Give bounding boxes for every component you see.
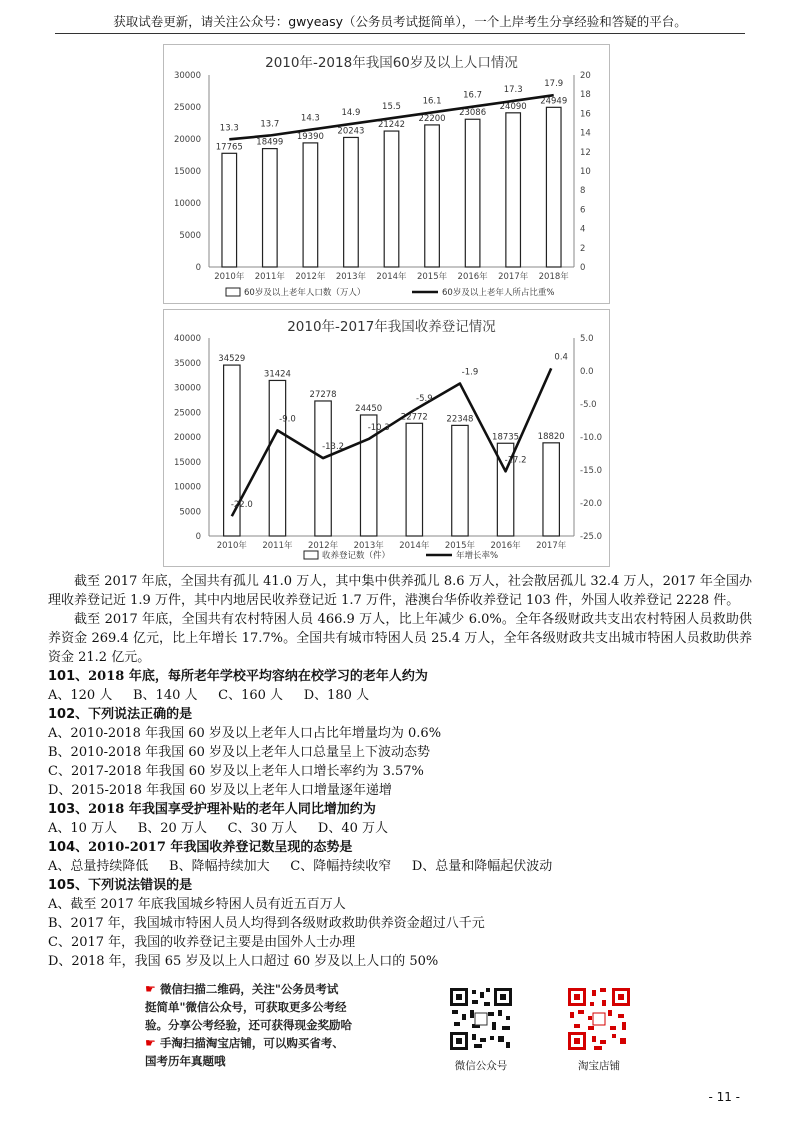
left-axis-tick-label: 0 (195, 263, 201, 273)
elderly-population-chart (163, 44, 610, 304)
question-number: 101 (48, 669, 76, 684)
header-divider (55, 33, 745, 34)
question-option-c: C、2017 年，我国的收养登记主要是由国外人士办理 (48, 935, 356, 950)
right-axis-tick-label: 4 (580, 224, 586, 235)
bar (315, 401, 331, 536)
bar (406, 423, 422, 536)
bar-data-label: 31424 (263, 369, 291, 380)
bar-data-label: 18820 (537, 431, 565, 442)
wechat-qr-code[interactable] (448, 986, 514, 1052)
right-axis-tick-label: 0.0 (580, 367, 594, 377)
question-option-b: B、2017 年，我国城市特困人员人均得到各级财政救助供养资金超过八千元 (48, 916, 485, 931)
question-number: 103 (48, 802, 76, 817)
question-option-d: D、2015-2018 年我国 60 岁及以上老年人口增量逐年递增 (48, 783, 392, 798)
hand-pointer-icon: ☛ (145, 982, 160, 996)
right-axis-tick-label: 8 (580, 186, 586, 197)
paragraph-special-hardship: 截至 2017 年底，全国共有农村特困人员 466.9 万人，比上年减少 6.0%。全年各级财政共支出农村特困人员救助供养资金 269.4 亿元，比上年增长 17.7%。全国共有城市特困人员 25.4 万人，全年各级财政共支出城市特困人员救助供养资金 21.2 亿元。 (48, 612, 752, 665)
line-data-label: -17.2 (504, 455, 527, 466)
legend-bar-label: 收养登记数（件） (322, 551, 391, 561)
right-axis-tick-label: 12 (580, 147, 591, 158)
right-axis-tick-label: 6 (580, 205, 586, 216)
left-axis-tick-label: 30000 (173, 383, 201, 394)
bar-data-label: 27278 (309, 389, 337, 400)
line-data-label: -10.3 (367, 422, 390, 433)
question-stem: 、2018 年底，每所老年学校平均容纳在校学习的老年人约为 (75, 669, 428, 684)
left-axis-tick-label: 40000 (173, 334, 201, 344)
promo-block (145, 980, 435, 1070)
x-axis-tick-label: 2012年 (295, 272, 326, 282)
line-data-label: 16.7 (463, 90, 483, 101)
right-axis-tick-label: 14 (580, 128, 591, 139)
left-axis-tick-label: 0 (195, 532, 201, 542)
right-axis-tick-label: 2 (580, 243, 586, 254)
question-stem: 、下列说法正确的是 (75, 707, 193, 722)
right-axis-tick-label: 10 (580, 167, 591, 177)
promo-line-1: 微信扫描二维码，关注"公务员考试 (159, 982, 339, 996)
bar-data-label: 22200 (418, 113, 446, 124)
right-axis-tick-label: -25.0 (580, 532, 602, 542)
line-data-label: 0.4 (554, 352, 568, 363)
legend-bar-label: 60岁及以上老年人口数（万人） (244, 288, 366, 298)
question-options: A、10 万人 B、20 万人 C、30 万人 D、40 万人 (48, 821, 388, 836)
legend-bar-swatch (304, 551, 318, 559)
right-axis-tick-label: 18 (580, 90, 591, 101)
line-data-label: -5.9 (416, 393, 433, 404)
paragraph-orphans: 截至 2017 年底，全国共有孤儿 41.0 万人，其中集中供养孤儿 8.6 万人，社会散居孤儿 32.4 万人，2017 年全国办理收养登记近 1.9 万件，其中内地居民收养登记近 1.7 万件，港澳台华侨收养登记 103 件，外国人收养登记 2228 件。 (48, 574, 752, 608)
adoption-registration-chart (163, 309, 610, 567)
legend-line-label: 60岁及以上老年人所占比重% (442, 288, 555, 298)
left-axis-tick-label: 20000 (173, 433, 201, 443)
question-stem-pre: 、下列说法 (75, 878, 141, 893)
legend-line-label: 年增长率% (456, 551, 499, 561)
x-axis-tick-label: 2011年 (254, 272, 285, 282)
x-axis-tick-label: 2014年 (399, 541, 430, 551)
line-data-label: -1.9 (461, 367, 479, 378)
bar (546, 107, 561, 267)
right-axis-tick-label: -10.0 (580, 433, 602, 443)
question-option-d: D、2018 年，我国 65 岁及以上人口超过 60 岁及以上人口的 50% (48, 954, 439, 969)
bar (344, 137, 359, 267)
question-stem: 、2018 年我国享受护理补贴的老年人同比增加约为 (75, 802, 376, 817)
page-number: - 11 - (708, 1090, 740, 1104)
question-number: 104 (48, 840, 76, 855)
question-options: A、120 人 B、140 人 C、160 人 D、180 人 (48, 688, 370, 703)
left-axis-tick-label: 25000 (173, 408, 201, 419)
left-axis-tick-label: 10000 (173, 482, 201, 493)
promo-line-4: 手淘扫描淘宝店铺，可以购买省考、 (159, 1036, 344, 1050)
right-axis-tick-label: -20.0 (580, 499, 602, 509)
question-102 (48, 705, 752, 800)
line-data-label: 13.7 (260, 119, 280, 130)
line-data-label: 17.9 (544, 79, 564, 90)
adoption-registration-chart-svg (164, 310, 609, 566)
chart-title: 2010年-2017年我国收养登记情况 (287, 319, 496, 335)
bar-data-label: 24450 (355, 403, 383, 414)
bar (269, 380, 285, 536)
bar (224, 365, 240, 536)
bar-data-label: 22348 (446, 414, 474, 425)
header-note: 获取试卷更新，请关注公众号：gwyeasy（公务员考试挺简单），一个上岸考生分享经验和答疑的平台。 (113, 14, 687, 29)
promo-line-2: 挺简单"微信公众号，可获取更多公考经 (145, 1000, 347, 1014)
left-axis-tick-label: 15000 (173, 457, 201, 468)
x-axis-tick-label: 2013年 (335, 272, 367, 282)
line-data-label: 14.9 (341, 107, 361, 118)
bar-data-label: 34529 (218, 354, 246, 365)
x-axis-tick-label: 2014年 (376, 272, 407, 282)
question-101 (48, 667, 752, 705)
bar-data-label: 20243 (337, 126, 365, 137)
question-stem-emphasis: 错误 (140, 878, 167, 893)
line-data-label: 15.5 (382, 102, 401, 113)
x-axis-tick-label: 2015年 (444, 541, 476, 551)
bar-data-label: 19390 (296, 131, 324, 142)
question-option-c: C、2017-2018 年我国 60 岁及以上老年人口增长率约为 3.57% (48, 764, 424, 779)
bar (506, 113, 521, 267)
line-data-label: 14.3 (300, 113, 320, 124)
line-data-label: 16.1 (422, 96, 442, 107)
right-axis-tick-label: 5.0 (580, 334, 594, 344)
right-axis-tick-label: 20 (580, 71, 591, 81)
bar-data-label: 24949 (540, 96, 568, 107)
x-axis-tick-label: 2013年 (353, 541, 384, 551)
left-axis-tick-label: 5000 (179, 507, 201, 518)
left-axis-tick-label: 10000 (173, 199, 201, 209)
x-axis-tick-label: 2012年 (307, 541, 339, 551)
hand-pointer-icon: ☛ (145, 1036, 160, 1050)
bar (465, 119, 480, 267)
chart-title: 2010年-2018年我国60岁及以上人口情况 (265, 55, 518, 71)
x-axis-tick-label: 2017年 (536, 541, 567, 551)
taobao-qr-code[interactable] (566, 986, 632, 1052)
bar-data-label: 21242 (377, 120, 406, 131)
body-text (48, 572, 752, 971)
taobao-qr-label: 淘宝店铺 (578, 1060, 620, 1072)
bar-data-label: 24090 (499, 101, 527, 112)
left-axis-tick-label: 30000 (173, 71, 201, 81)
bar (303, 143, 318, 267)
x-axis-tick-label: 2016年 (490, 541, 521, 551)
bar (452, 425, 468, 536)
x-axis-tick-label: 2011年 (262, 541, 293, 551)
x-axis-tick-label: 2015年 (416, 272, 448, 282)
right-axis-tick-label: 16 (580, 109, 591, 120)
x-axis-tick-label: 2017年 (498, 272, 529, 282)
legend-bar-swatch (226, 288, 240, 296)
left-axis-tick-label: 25000 (173, 103, 201, 113)
left-axis-tick-label: 20000 (173, 135, 201, 145)
bar-data-label: 18735 (492, 432, 520, 443)
bar (384, 131, 399, 267)
question-number: 102 (48, 707, 76, 722)
question-103 (48, 800, 752, 838)
line-data-label: -22.0 (230, 500, 253, 511)
question-stem-post: 的是 (166, 878, 193, 893)
bar-data-label: 22772 (400, 412, 428, 423)
elderly-population-chart-svg (164, 45, 609, 303)
bar-data-label: 23086 (459, 108, 487, 119)
promo-line-3: 验。分享公考经验，还可获得现金奖励哈 (145, 1018, 352, 1032)
bar (222, 153, 237, 267)
left-axis-tick-label: 35000 (173, 358, 201, 369)
bar-data-label: 18499 (256, 137, 284, 148)
question-option-b: B、2010-2018 年我国 60 岁及以上老年人口总量呈上下波动态势 (48, 745, 431, 760)
line-data-label: 17.3 (503, 84, 523, 95)
question-option-a: A、2010-2018 年我国 60 岁及以上老年人口占比年增量均为 0.6% (48, 726, 442, 741)
x-axis-tick-label: 2010年 (216, 541, 247, 551)
line-data-label: -9.0 (279, 414, 296, 425)
bar (263, 149, 278, 267)
question-options: A、总量持续降低 B、降幅持续加大 C、降幅持续收窄 D、总量和降幅起伏波动 (48, 859, 553, 874)
left-axis-tick-label: 15000 (173, 167, 201, 177)
line-data-label: 13.3 (219, 123, 239, 134)
bar (543, 443, 559, 536)
question-option-a: A、截至 2017 年底我国城乡特困人员有近五百万人 (48, 897, 346, 912)
right-axis-tick-label: -5.0 (580, 400, 597, 410)
right-axis-tick-label: -15.0 (580, 466, 602, 476)
question-104 (48, 838, 752, 876)
x-axis-tick-label: 2016年 (457, 272, 488, 282)
question-105 (48, 876, 752, 971)
promo-line-5: 国考历年真题哦 (145, 1054, 226, 1068)
wechat-qr-label: 微信公众号 (454, 1060, 508, 1072)
right-axis-tick-label: 0 (580, 263, 586, 273)
x-axis-tick-label: 2018年 (538, 272, 569, 282)
left-axis-tick-label: 5000 (179, 231, 201, 241)
question-number: 105 (48, 878, 76, 893)
bar-data-label: 17765 (215, 142, 243, 153)
bar (360, 415, 376, 536)
line-data-label: -13.2 (322, 442, 345, 453)
question-stem: 、2010-2017 年我国收养登记数呈现的态势是 (75, 840, 353, 855)
x-axis-tick-label: 2010年 (214, 272, 245, 282)
bar (425, 125, 440, 267)
